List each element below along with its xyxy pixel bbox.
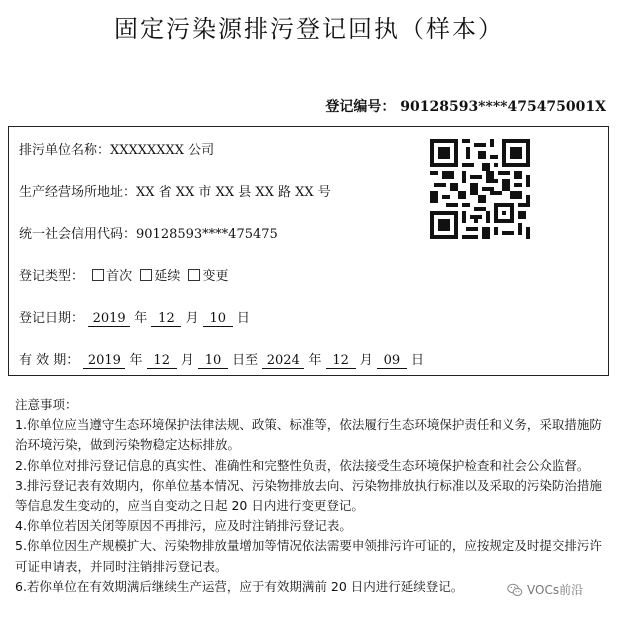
address-row [19,181,331,200]
unit-name-value: XXXXXXXX 公司 [110,143,215,158]
valid-from-day-unit: 日至 [232,353,259,368]
valid-to-month: 12 [326,353,356,369]
qr-code-icon[interactable] [430,139,530,239]
unit-name-row [19,139,214,158]
address-value: XX 省 XX 市 XX 县 XX 路 XX 号 [136,185,331,200]
address-label: 生产经营场所地址： [19,185,137,200]
option-change: 变更 [202,269,229,284]
validity-row [19,349,424,369]
valid-from-month: 12 [147,353,177,369]
notes-heading: 注意事项： [15,397,78,412]
valid-from-month-unit: 月 [180,353,194,368]
valid-to-year: 2024 [262,353,304,369]
registration-number [325,96,606,116]
credit-code-label: 统一社会信用代码： [19,227,137,242]
credit-code-row [19,223,278,242]
valid-from-day: 10 [198,353,228,369]
validity-label: 有 效 期： [19,353,80,368]
valid-from-year-unit: 年 [129,353,143,368]
valid-to-year-unit: 年 [308,353,322,368]
registration-type-label: 登记类型： [19,269,85,284]
note-item: 3.排污登记表有效期内，你单位基本情况、污染物排放去向、污染物排放执行标准以及采取的污染防治措施等信息发生变动的，应当自变动之日起 20 日内进行变更登记。 [15,477,602,514]
wechat-icon [507,582,523,598]
checkbox-change[interactable] [188,269,200,281]
option-first: 首次 [106,269,133,284]
note-item: 4.你单位若因关闭等原因不再排污，应及时注销排污登记表。 [15,518,352,534]
date-month-unit: 月 [185,311,199,326]
credit-code-value: 90128593****475475 [136,227,278,242]
registration-date-label: 登记日期： [19,311,85,326]
registration-number-value: 90128593****475475001X [400,99,606,115]
registration-type-row [19,265,228,284]
date-month: 12 [151,311,181,327]
valid-to-month-unit: 月 [359,353,373,368]
note-item: 6.若你单位在有效期满后继续生产运营，应于有效期满前 20 日内进行延续登记。 [15,578,464,594]
date-day-unit: 日 [236,311,250,326]
document-title: 固定污染源排污登记回执（样本） [114,15,504,43]
note-item: 1.你单位应当遵守生态环境保护法律法规、政策、标准等，依法履行生态环境保护责任和义务，采取措施防治环境污染，做到污染物稳定达标排放。 [15,417,602,453]
note-item: 5.你单位因生产规模扩大、污染物排放量增加等情况依法需要申领排污许可证的，应按规定及时提交排污许可证申请表，并同时注销排污登记表。 [15,538,602,574]
valid-to-day: 09 [377,353,407,369]
checkbox-first[interactable] [92,269,104,281]
date-year-unit: 年 [134,311,148,326]
registration-date-row [19,307,250,327]
watermark [507,581,583,598]
valid-to-day-unit: 日 [411,353,425,368]
notes-section [15,395,610,597]
receipt-info-box [8,126,609,376]
watermark-text: VOCs前沿 [527,583,584,597]
checkbox-renew[interactable] [140,269,152,281]
note-item: 2.你单位对排污登记信息的真实性、准确性和完整性负责，依法接受生态环境保护检查和社会公众监督。 [15,457,590,473]
unit-name-label: 排污单位名称： [19,143,111,158]
date-year: 2019 [88,311,130,327]
date-day: 10 [203,311,233,327]
valid-from-year: 2019 [83,353,125,369]
option-renew: 延续 [154,269,181,284]
registration-number-label: 登记编号： [325,99,396,115]
